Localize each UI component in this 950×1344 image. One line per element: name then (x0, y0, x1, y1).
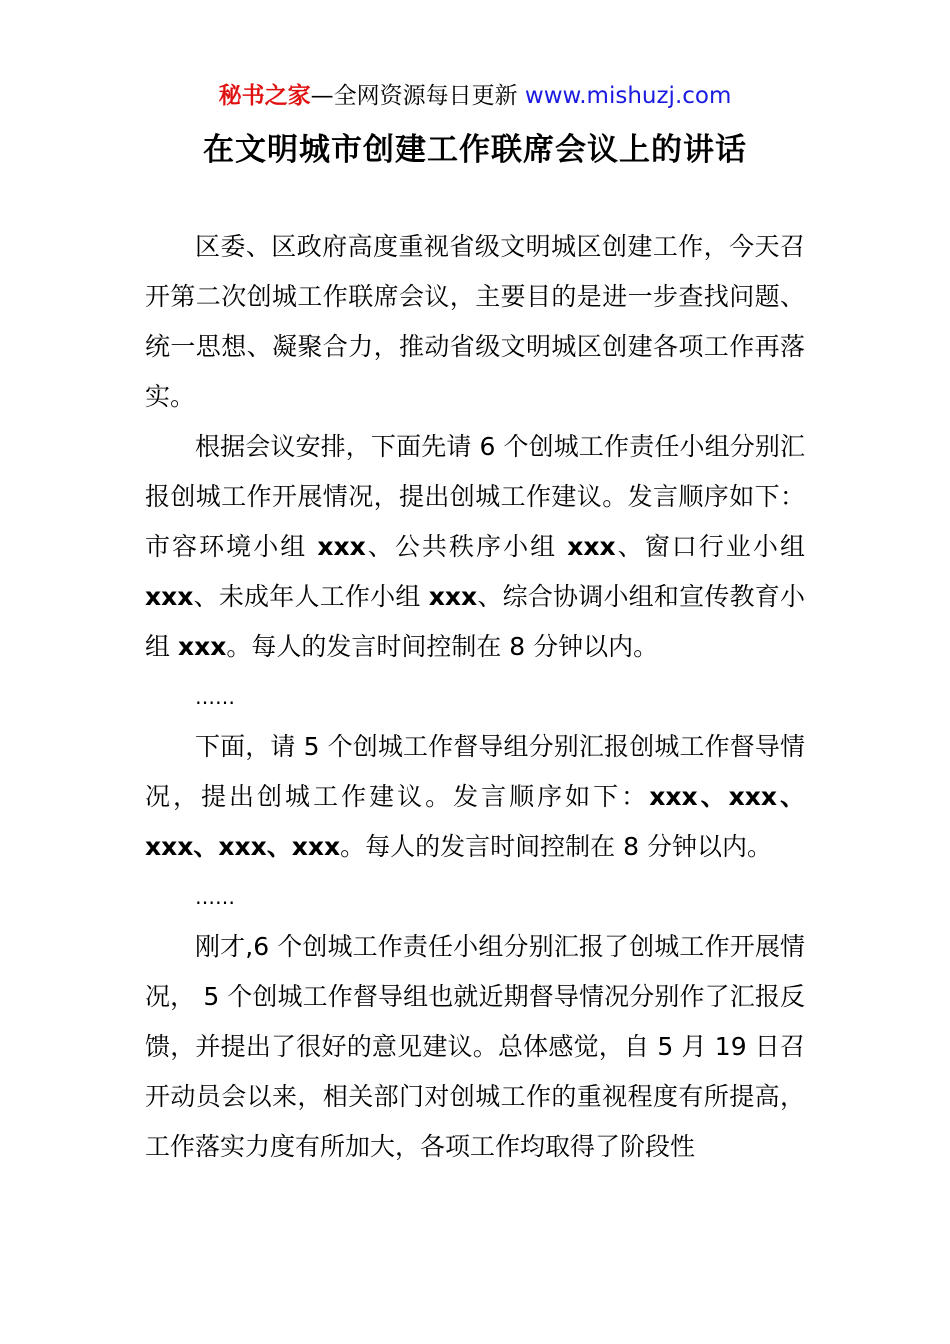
speaker-placeholder: xxx (145, 582, 194, 611)
paragraph-summary: 刚才,6 个创城工作责任小组分别汇报了创城工作开展情况， 5 个创城工作督导组也就近期督导情况分别作了汇报反馈，并提出了很好的意见建议。总体感觉，自 5 月 19 日召开动员会以来，相关部门对创城工作的重视程度有所提高，工作落实力度有所加大，各项工作均取得了阶段性 (145, 932, 805, 1161)
brand-name: 秘书之家 (218, 83, 311, 109)
speaker-placeholder: xxx (567, 532, 616, 561)
speaker-placeholder: xxx (177, 632, 227, 661)
site-header (0, 80, 950, 112)
speaker-placeholder: xxx (317, 532, 366, 561)
document-body (145, 222, 805, 1172)
paragraph-groups-order: 根据会议安排，下面先请 6 个创城工作责任小组分别汇报创城工作开展情况，提出创城工作建议。发言顺序如下：市容环境小组 xxx、公共秩序小组 xxx、窗口行业小组 xxx、未成年人工作小组 xxx、综合协调小组和宣传教育小组 xxx。每人的发言时间控制在 8 分钟以内。 (145, 432, 805, 661)
paragraph-supervision-order: 下面，请 5 个创城工作督导组分别汇报创城工作督导情况，提出创城工作建议。发言顺序如下：xxx、xxx、xxx、xxx、xxx。每人的发言时间控制在 8 分钟以内。 (145, 732, 805, 861)
site-url-link[interactable]: www.mishuzj.com (524, 83, 732, 109)
paragraph-intro: 区委、区政府高度重视省级文明城区创建工作，今天召开第二次创城工作联席会议，主要目的是进一步查找问题、统一思想、凝聚合力，推动省级文明城区创建各项工作再落实。 (145, 232, 805, 411)
ellipsis: …… (195, 885, 235, 909)
site-tagline: —全网资源每日更新 (310, 83, 525, 109)
speaker-placeholders: xxx、xxx、xxx、xxx、xxx (145, 782, 805, 861)
ellipsis: …… (195, 685, 235, 709)
speaker-placeholder: xxx (428, 582, 478, 611)
document-title: 在文明城市创建工作联席会议上的讲话 (203, 132, 747, 168)
